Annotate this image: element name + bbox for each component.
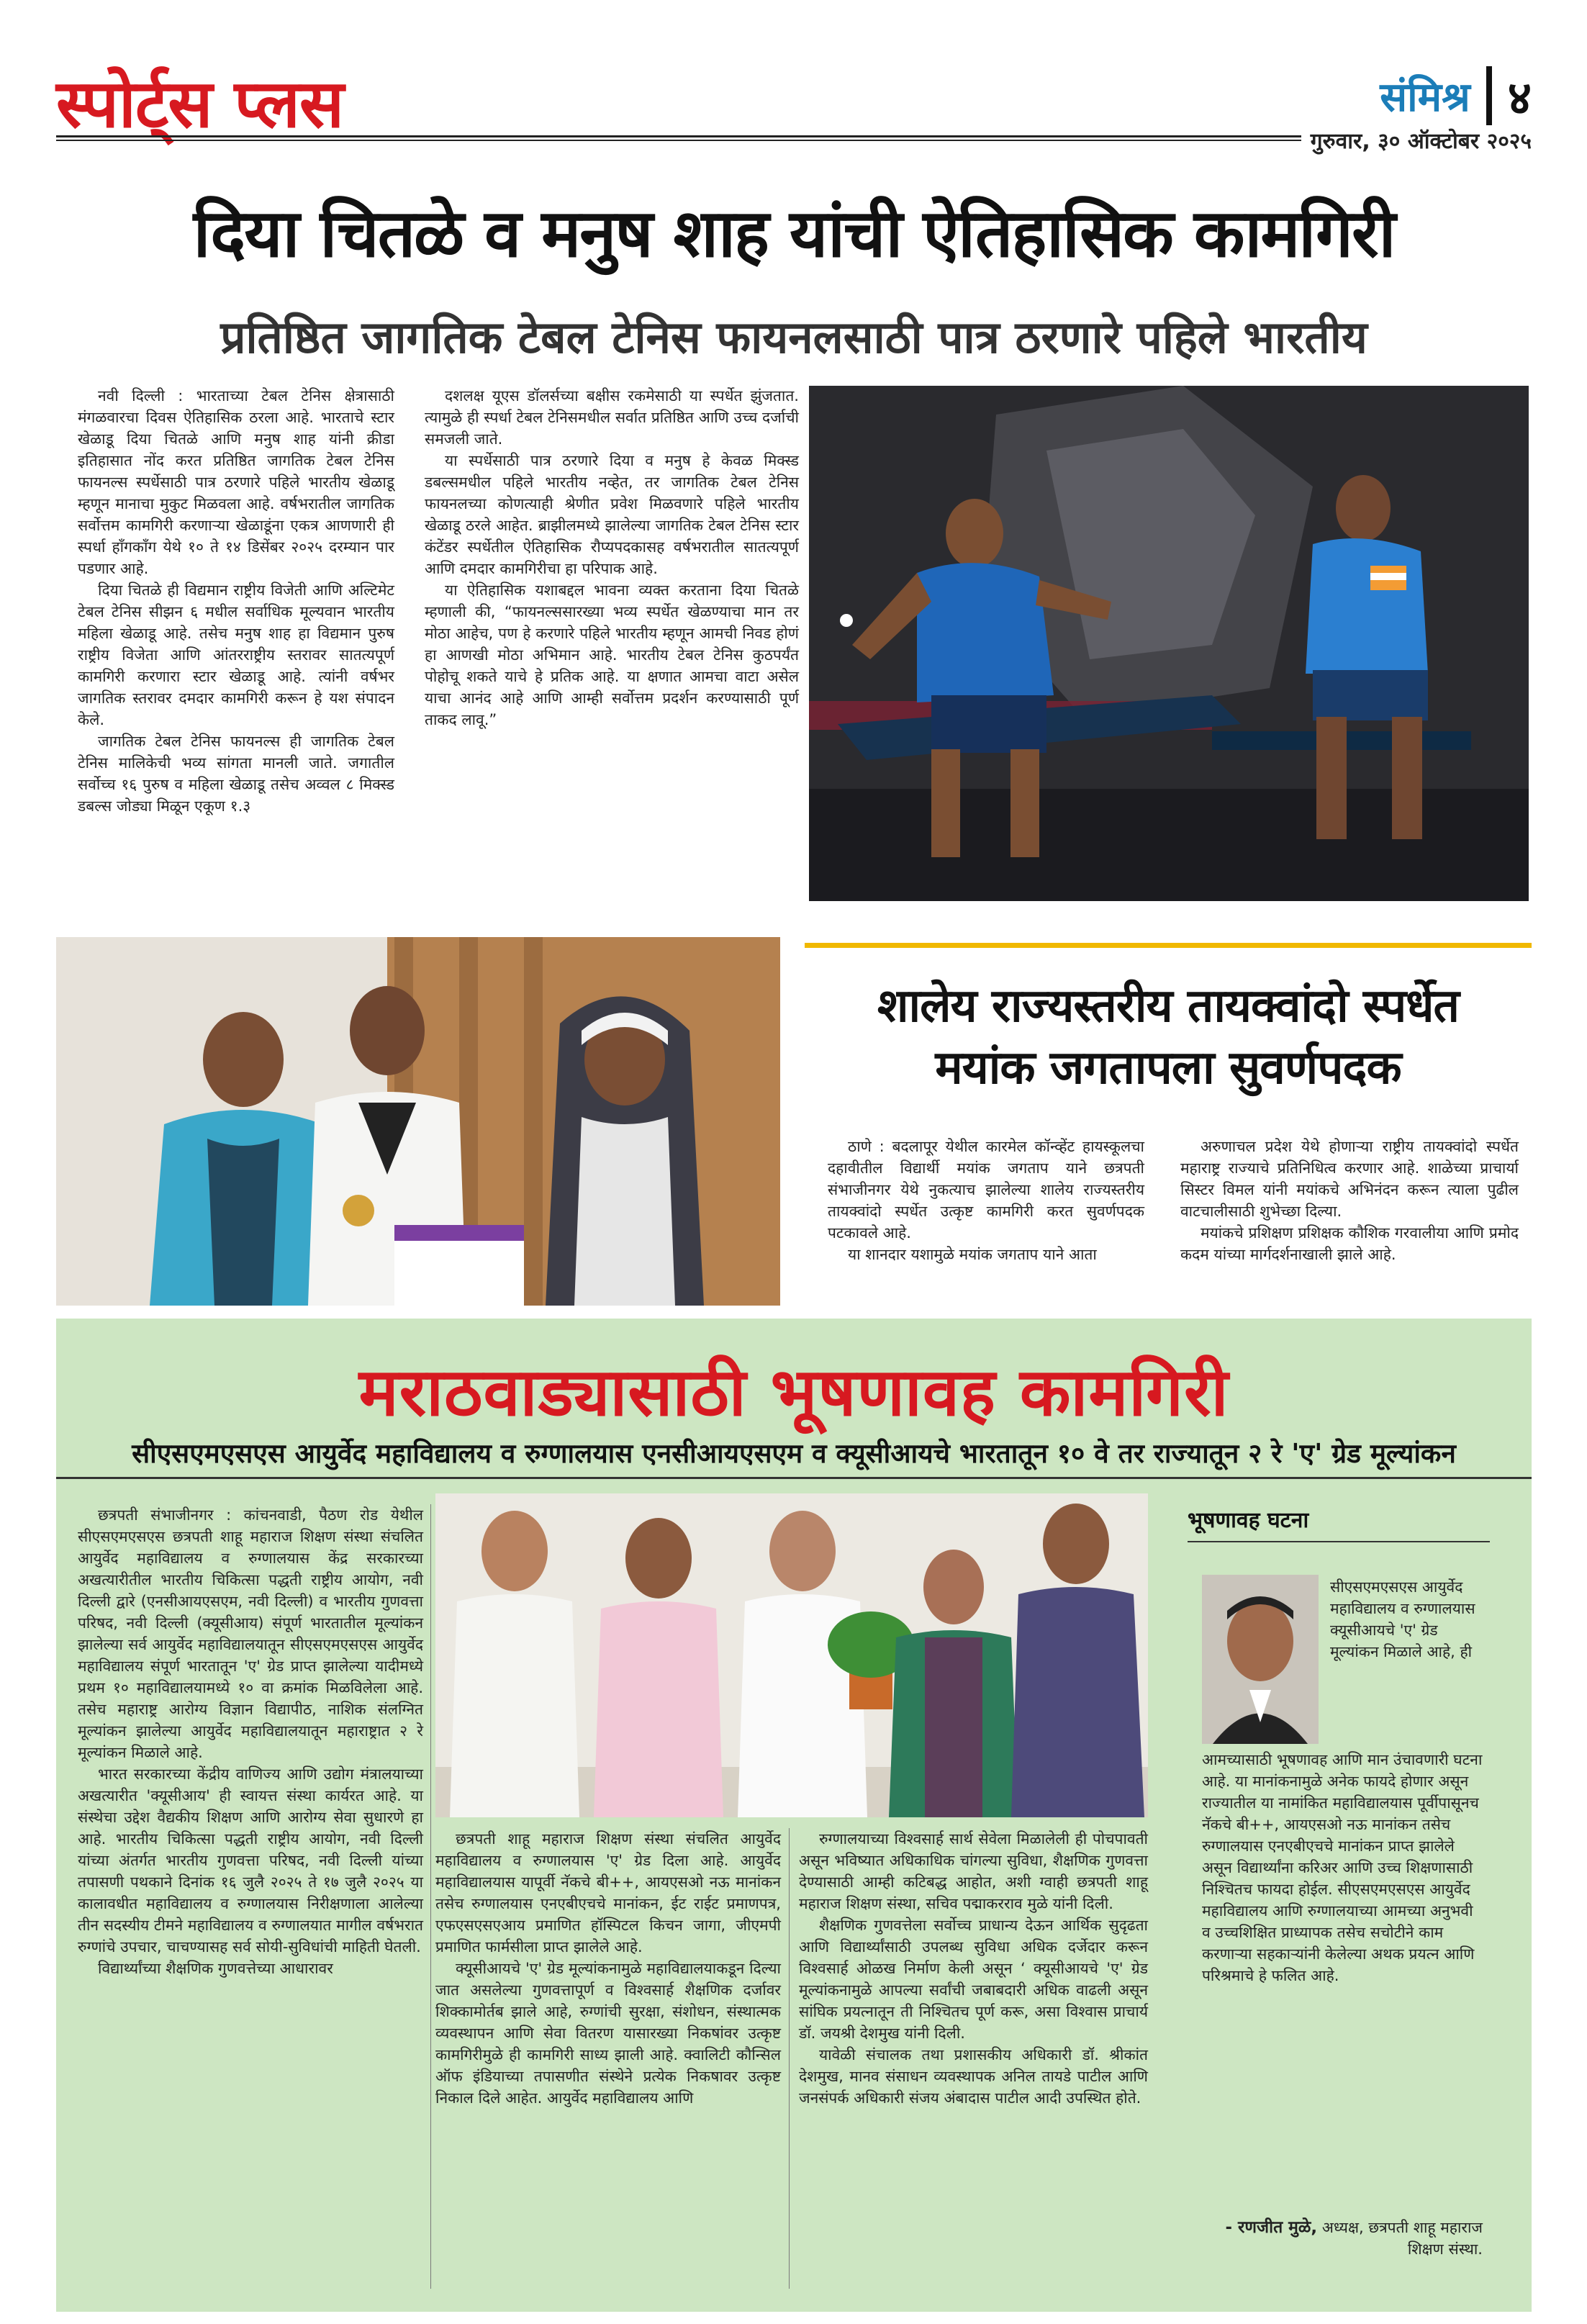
paragraph: ठाणे : बदलापूर येथील कारमेल कॉन्व्हेंट हायस्कूलचा दहावीतील विद्यार्थी मयांक जगताप याने छत्रपती संभाजीनगर येथे नुकत्याच झालेल्या शालेय राज्यस्तरीय तायक्वांदो स्पर्धेत उत्कृष्ट कामगिरी करत सुवर्णपदक पटकावले आहे.: [828, 1138, 1144, 1242]
brand-logo: स्पोर्ट्स प्लस: [56, 65, 344, 143]
feature-headline: मराठवाड्यासाठी भूषणावह कामगिरी: [358, 1354, 1229, 1431]
paragraph: जागतिक टेबल टेनिस फायनल्स ही जागतिक टेबल टेनिस मालिकेची भव्य सांगता मानली जाते. जगातील सर्वोच्च १६ पुरुष व महिला खेळाडू तसेच अव्वल ८ मिक्स्ड डबल्स जोड्या मिळून एकूण १.३: [78, 733, 394, 815]
table-tennis-photo: [809, 386, 1529, 901]
sidebar-quote-top: सीएसएमएसएस आयुर्वेद महाविद्यालय व रुग्णालयास क्यूसीआयचे 'ए' ग्रेड मूल्यांकन मिळाले आहे, ही: [1330, 1578, 1475, 1660]
feature-rule: [56, 1477, 1532, 1479]
masthead: [56, 56, 1532, 154]
paragraph: दशलक्ष यूएस डॉलर्सच्या बक्षीस रकमेसाठी या स्पर्धेत झुंजतात. त्यामुळे ही स्पर्धा टेबल टेनिसमधील सर्वात प्रतिष्ठित आणि उच्च दर्जाची समजली जाते.: [425, 387, 799, 448]
quote-sidebar: [1188, 1504, 1490, 2282]
taekwondo-photo: [56, 937, 780, 1306]
paragraph: शैक्षणिक गुणवत्तेला सर्वोच्च प्राधान्य देऊन आर्थिक सुदृढता आणि विद्यार्थ्यांसाठी उपलब्ध सुविधा अधिक दर्जेदार करून विश्वसार्ह ओळख निर्माण केली असून ‘ क्यूसीआयचे 'ए' ग्रेड मूल्यांकनामुळे आपल्या सर्वांची जबाबदारी अधिक वाढली असून सांघिक प्रयत्नातून ती निश्चितच पूर्ण करू, असा विश्वास प्राचार्य डॉ. जयश्री देशमुख यांनी दिली.: [799, 1917, 1148, 2042]
feature-column-1: [78, 1504, 423, 1979]
lead-headline: दिया चितळे व मनुष शाह यांची ऐतिहासिक कामगिरी: [193, 195, 1395, 272]
sidebar-quote-body: आमच्यासाठी भूषणावह आणि मान उंचावणारी घटना आहे. या मानांकनामुळे अनेक फायदे होणार असून राज्यातील या नामांकित महाविद्यालयास पूर्वीपासूनच नॅकचे बी++, आयएसओ नऊ मानांकन तसेच रुग्णालयास एनएबीएचचे मानांकन प्राप्त झालेले असून विद्यार्थ्यांना करिअर आणि उच्च शिक्षणासाठी निश्चितच फायदा होईल. सीएसएमएसएस आयुर्वेद महाविद्यालय आणि रुग्णालयाच्या आमच्या अनुभवी व उच्चशिक्षित प्राध्यापक तसेच सचोटीने काम करणाऱ्या सहकाऱ्यांनी केलेल्या अथक प्रयत्न आणि परिश्रमाचे हे फलित आहे.: [1202, 1751, 1483, 1984]
paragraph: या शानदार यशामुळे मयांक जगताप याने आता: [848, 1246, 1097, 1263]
lead-subhead: प्रतिष्ठित जागतिक टेबल टेनिस फायनलसाठी पात्र ठरणारे पहिले भारतीय: [220, 311, 1367, 363]
taekwondo-column-2: [1180, 1136, 1519, 1265]
publication-date: गुरुवार, ३० ऑक्टोबर २०२५: [1310, 129, 1532, 154]
paragraph: या ऐतिहासिक यशाबद्दल भावना व्यक्त करताना दिया चितळे म्हणाली की, “फायनल्ससारख्या भव्य स्पर्धेत खेळण्याचा मान तर मोठा आहेच, पण हे करणारे पहिले भारतीय म्हणून आमची निवड होणं हा आणखी मोठा अभिमान आहे. भारतीय टेबल टेनिस कुठपर्यंत पोहोचू शकते याचे हे प्रतिक आहे. या क्षणात आमचा वाटा असेल याचा आनंद आहे आणि आम्ही सर्वोत्तम प्रदर्शन करण्यासाठी पूर्ण ताकद लावू.”: [425, 582, 799, 728]
paragraph: नवी दिल्ली : भारताच्या टेबल टेनिस क्षेत्रासाठी मंगळवारचा दिवस ऐतिहासिक ठरला आहे. भारताचे स्टार खेळाडू दिया चितळे आणि मनुष शाह यांनी क्रीडा इतिहासात नोंद करत प्रतिष्ठित जागतिक टेबल टेनिस फायनल्स स्पर्धेसाठी पात्र ठरणारे पहिले भारतीय खेळाडू म्हणून मानाचा मुकुट मिळवला आहे. वर्षभरातील जागतिक सर्वोत्तम कामगिरी करणाऱ्या खेळाडूंना एकत्र आणणारी ही स्पर्धा हाँगकाँग येथे १० ते १४ डिसेंबर २०२५ दरम्यान पार पडणार आहे.: [78, 387, 394, 577]
section-name: संमिश्र: [1380, 73, 1470, 121]
paragraph: भारत सरकारच्या केंद्रीय वाणिज्य आणि उद्योग मंत्रालयाच्या अखत्यारीत 'क्यूसीआय' ही स्वायत्त संस्था कार्यरत आहे. या संस्थेचा उद्देश वैद्यकीय शिक्षण आणि आरोग्य सेवा सुधारणे हा आहे. भारतीय चिकित्सा पद्धती राष्ट्रीय आयोग, नवी दिल्ली यांच्या अंतर्गत भारतीय गुणवत्ता परिषद, नवी दिल्ली यांच्या तपासणी पथकाने दिनांक १६ जुलै २०२५ ते १७ जुलै २०२५ या कालावधीत महाविद्यालय व रुग्णालयास निरीक्षणाला आलेल्या तीन सदस्यीय टीमने महाविद्यालय व रुग्णालयात मागील वर्षभरात रुग्णांचे उपचार, चाचण्यासह सर्व सोयी-सुविधांची माहिती घेतली.: [78, 1765, 423, 1955]
section-divider: [1486, 66, 1492, 125]
masthead-rule: [56, 135, 1301, 141]
headline-line: मयांक जगतापला सुवर्णपदक: [935, 1041, 1401, 1095]
column-divider: [789, 1828, 790, 2289]
column-divider: [430, 1504, 431, 2289]
paragraph: मयांकचे प्रशिक्षण प्रशिक्षक कौशिक गरवालीया आणि प्रमोद कदम यांच्या मार्गदर्शनाखाली झाले आहे.: [1180, 1224, 1519, 1263]
taekwondo-accent-rule: [805, 943, 1532, 948]
feature-subhead: सीएसएमएसएस आयुर्वेद महाविद्यालय व रुग्णालयास एनसीआयएसएम व क्यूसीआयचे भारतातून १० वे तर राज्यातून २ रे 'ए' ग्रेड मूल्यांकन: [132, 1438, 1456, 1469]
sidebar-title: भूषणावह घटना: [1188, 1504, 1490, 1542]
feature-column-2: [435, 1828, 781, 2109]
paragraph: यावेळी संचालक तथा प्रशासकीय अधिकारी डॉ. श्रीकांत देशमुख, मानव संसाधन व्यवस्थापक अनिल तायडे पाटील आणि जनसंपर्क अधिकारी संजय अंबादास पाटील आदी उपस्थित होते.: [799, 2046, 1148, 2107]
page-number: ४: [1507, 71, 1532, 125]
lead-column-1: [78, 385, 394, 817]
paragraph: छत्रपती शाहू महाराज शिक्षण संस्था संचलित आयुर्वेद महाविद्यालय व रुग्णालयास 'ए' ग्रेड दिला आहे. आयुर्वेद महाविद्यालयास यापूर्वी नॅकचे बी++, आयएसओ नऊ मानांकन तसेच रुग्णालयास एनएबीएचचे मानांकन, ईट राईट प्रमाणपत्र, एफएसएसएआय प्रमाणित हॉस्पिटल किचन जागा, जीएमपी प्रमाणित फार्मसीला प्राप्त झालेले आहे.: [435, 1830, 781, 1955]
taekwondo-column-1: [828, 1136, 1144, 1265]
lead-column-2: [425, 385, 799, 731]
paragraph: या स्पर्धेसाठी पात्र ठरणारे दिया व मनुष हे केवळ मिक्स्ड डबल्समधील पहिले भारतीय नव्हेत, तर जागतिक टेबल टेनिस फायनलच्या कोणत्याही श्रेणीत प्रवेश मिळवणारे पहिले भारतीय खेळाडू ठरले आहेत. ब्राझीलमध्ये झालेल्या जागतिक टेबल टेनिस स्टार कंटेंडर स्पर्धेतील ऐतिहासिक रौप्यपदकासह वर्षभरातील सातत्यपूर्ण आणि दमदार कामगिरीचा हा परिपाक आहे.: [425, 452, 799, 577]
award-group-photo: [435, 1493, 1148, 1817]
paragraph: छत्रपती संभाजीनगर : कांचनवाडी, पैठण रोड येथील सीएसएमएसएस छत्रपती शाहू महाराज शिक्षण संस्था संचलित आयुर्वेद महाविद्यालय व रुग्णालयास केंद्र सरकारच्या अखत्यारीतील भारतीय चिकित्सा पद्धती राष्ट्रीय आयोग, नवी दिल्ली द्वारे (एनसीआयएसएम, नवी दिल्ली) व भारतीय गुणवत्ता परिषद, नवी दिल्ली (क्यूसीआय) संपूर्ण भारतातील मूल्यांकन झालेल्या सर्व आयुर्वेद महाविद्यालयातून सीएसएमएसएस आयुर्वेद महाविद्यालय संपूर्ण भारतातून 'ए' ग्रेड प्राप्त झालेल्या यादीमध्ये प्रथम १० महाविद्यालयामध्ये १० वा क्रमांक मिळविलेला आहे. तसेच महाराष्ट्र आरोग्य विज्ञान विद्यापीठ, नाशिक संलग्नित मूल्यांकन झालेल्या आयुर्वेद महाविद्यालयातून महाराष्ट्रात २ रे मूल्यांकन मिळाले आहे.: [78, 1506, 423, 1761]
sidebar-portrait: [1202, 1575, 1319, 1744]
feature-column-3: [799, 1828, 1148, 2109]
signature-name: - रणजीत मुळे,: [1225, 2218, 1318, 2237]
paragraph: क्यूसीआयचे 'ए' ग्रेड मूल्यांकनामुळे महाविद्यालयाकडून दिल्या जात असलेल्या गुणवत्तापूर्ण व विश्वसार्ह शैक्षणिक दर्जावर शिक्कामोर्तब झाले आहे, रुग्णांची सुरक्षा, संशोधन, संस्थात्मक व्यवस्थापन आणि सेवा वितरण यासारख्या निकषांवर उत्कृष्ट कामगिरीमुळे ही कामगिरी साध्य झाली आहे. क्वालिटी कौन्सिल ऑफ इंडियाच्या तपासणीत संस्थेने प्रत्येक निकषावर उत्कृष्ट निकाल दिले आहेत. आयुर्वेद महाविद्यालय आणि: [435, 1960, 781, 2107]
sidebar-signature: [1202, 2217, 1483, 2260]
paragraph: रुग्णालयाच्या विश्वसार्ह सार्थ सेवेला मिळालेली ही पोचपावती असून भविष्यात अधिकाधिक चांगल्या सुविधा, शैक्षणिक गुणवत्ता देण्यासाठी आम्ही कटिबद्ध आहोत, अशी ग्वाही छत्रपती शाहू महाराज शिक्षण संस्था, सचिव पद्माकरराव मुळे यांनी दिली.: [799, 1830, 1148, 1912]
section-label: [1380, 63, 1532, 128]
paragraph: अरुणाचल प्रदेश येथे होणाऱ्या राष्ट्रीय तायक्वांदो स्पर्धेत महाराष्ट्र राज्याचे प्रतिनिधित्व करणार आहे. शाळेच्या प्राचार्या सिस्टर विमल यांनी मयांकचे अभिनंदन करून त्याला पुढील वाटचालीसाठी शुभेच्छा दिल्या.: [1180, 1138, 1519, 1220]
taekwondo-headline: [805, 975, 1532, 1099]
paragraph: दिया चितळे ही विद्यमान राष्ट्रीय विजेती आणि अल्टिमेट टेबल टेनिस सीझन ६ मधील सर्वाधिक मूल्यवान भारतीय महिला खेळाडू आहे. तसेच मनुष शाह हा विद्यमान पुरुष राष्ट्रीय विजेता आणि आंतरराष्ट्रीय स्तरावर सातत्यपूर्ण कामगिरी करणारा स्टार खेळाडू आहे. त्यांनी वर्षभर जागतिक स्तरावर दमदार कामगिरी करून हे यश संपादन केले.: [78, 582, 394, 728]
headline-line: शालेय राज्यस्तरीय तायक्वांदो स्पर्धेत: [877, 980, 1460, 1033]
paragraph: विद्यार्थ्यांच्या शैक्षणिक गुणवत्तेच्या आधारावर: [98, 1960, 333, 1977]
signature-role: अध्यक्ष, छत्रपती शाहू महाराज शिक्षण संस्था.: [1321, 2219, 1483, 2258]
